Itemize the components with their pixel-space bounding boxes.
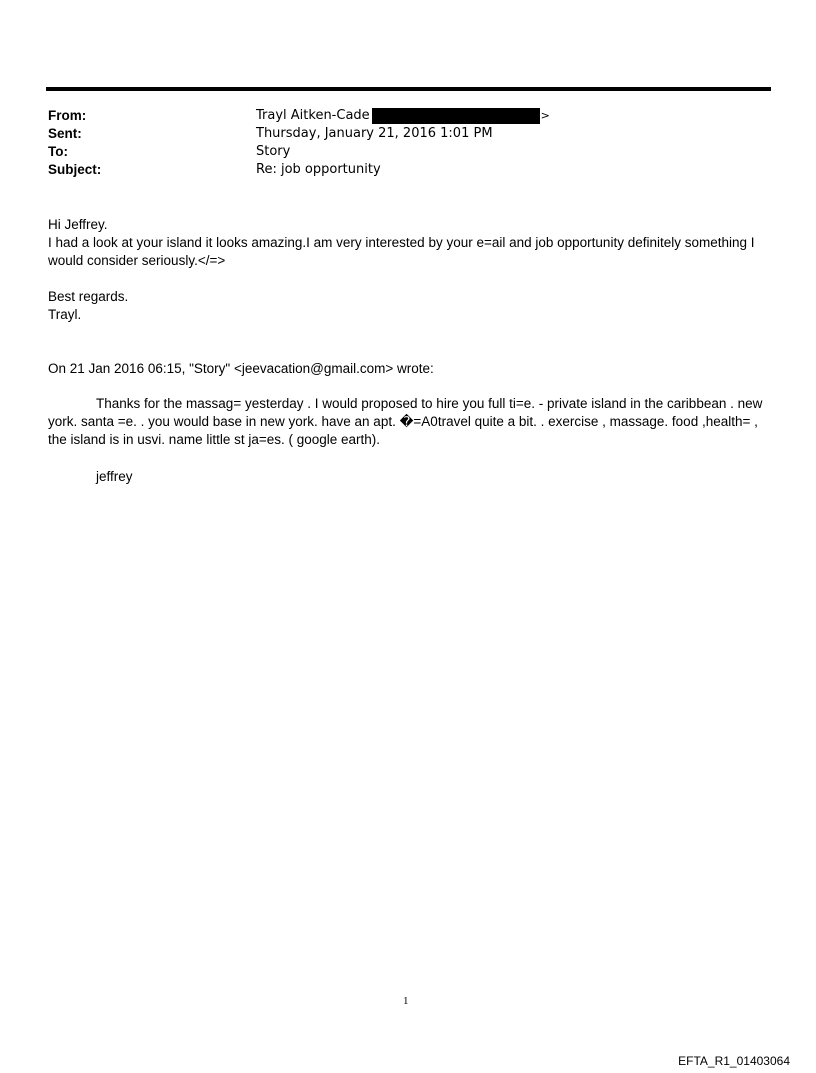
sent-row: [48, 125, 550, 143]
from-row: [48, 107, 550, 125]
from-value: [256, 107, 550, 125]
reply-paragraph: I had a look at your island it looks amazing.I am very interested by your e=ail and job opportunity definitely something I would consider seriously.</=>: [48, 235, 755, 268]
reply-signature: Trayl.: [48, 307, 82, 322]
reply-body: [48, 216, 768, 270]
sender-name: Trayl Aitken-Cade: [256, 108, 370, 123]
to-row: [48, 143, 550, 161]
from-label: From:: [48, 108, 87, 123]
reply-closing: Best regards.: [48, 289, 129, 304]
sent-label: Sent:: [48, 126, 82, 141]
subject-value: Re: job opportunity: [256, 162, 381, 177]
quoted-message: [48, 395, 768, 449]
reply-greeting: Hi Jeffrey.: [48, 217, 108, 232]
to-value: Story: [256, 144, 291, 159]
subject-row: [48, 161, 550, 179]
subject-label: Subject:: [48, 162, 102, 177]
to-label: To:: [48, 144, 68, 159]
reply-closing-block: [48, 288, 768, 324]
email-header: [48, 107, 550, 179]
page-number: 1: [403, 995, 409, 1007]
redaction-block: [372, 108, 540, 124]
quote-signoff: jeffrey: [96, 469, 133, 484]
bates-number: EFTA_R1_01403064: [678, 1054, 790, 1068]
header-rule: [46, 87, 771, 91]
quote-header: On 21 Jan 2016 06:15, "Story" <jeevacation@gmail.com> wrote:: [48, 361, 434, 376]
sent-value: Thursday, January 21, 2016 1:01 PM: [256, 126, 493, 141]
redaction-tail: >: [540, 109, 550, 122]
quoted-paragraph: Thanks for the massag= yesterday . I would proposed to hire you full ti=e. - private island in the caribbean . new york. santa =e. . you would base in new york. have an apt. �=A0travel quite a bit. . exercise , massage. food ,health= , the island is in usvi. name little st ja=es. ( google earth).: [48, 396, 763, 447]
